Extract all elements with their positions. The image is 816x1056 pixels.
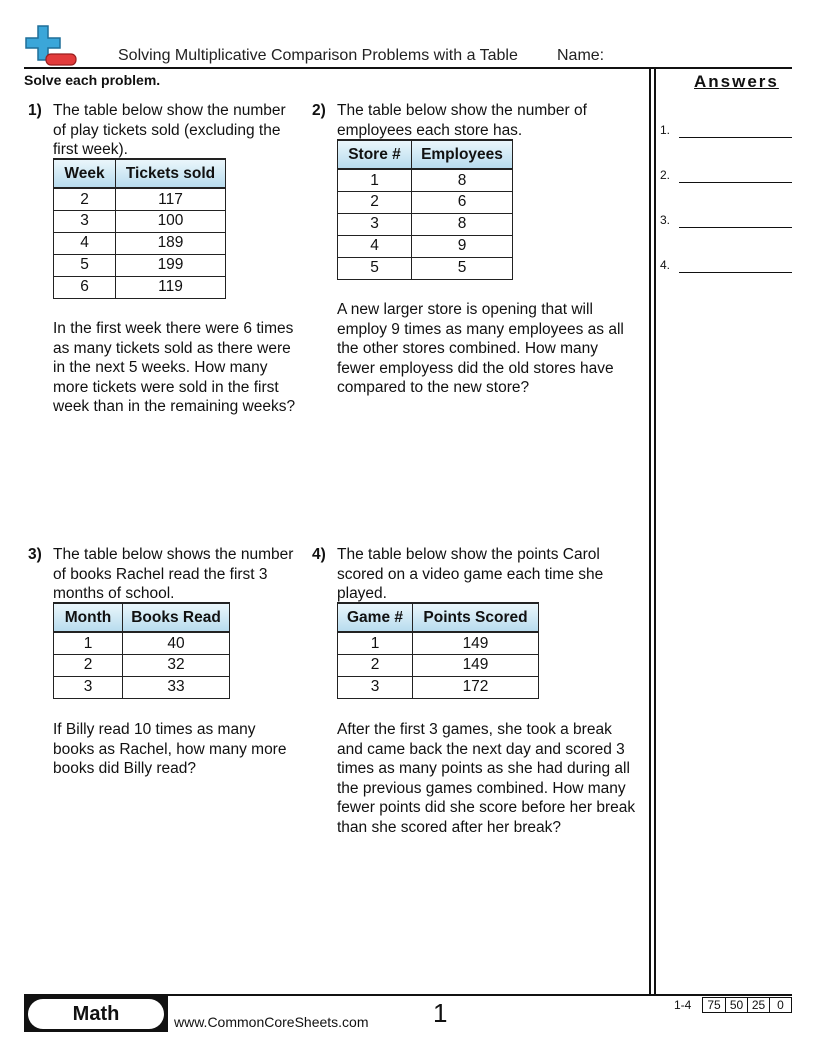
answer-item[interactable] (660, 168, 792, 188)
table-row (338, 676, 539, 698)
table-cell: 4 (338, 235, 412, 257)
data-table (53, 602, 230, 699)
table-row (54, 232, 226, 254)
table-row (338, 654, 539, 676)
table-cell: 3 (54, 676, 123, 698)
answer-number: 2. (660, 168, 671, 182)
table-row (338, 632, 539, 654)
table-cell: 189 (116, 232, 226, 254)
data-table (337, 602, 539, 699)
table-cell: 6 (412, 191, 513, 213)
problem-question: A new larger store is opening that will employ 9 times as many employees as all the other stores combined. How many fewer employess did the old stores have compared to the new store? (337, 301, 624, 396)
table-row (54, 632, 230, 654)
answer-line[interactable] (679, 137, 792, 138)
table-cell: 1 (54, 632, 123, 654)
table-cell: 3 (338, 213, 412, 235)
problem-intro: The table below show the points Carol scored on a video game each time she played. (337, 546, 604, 602)
table-row (54, 654, 230, 676)
table-cell: 2 (338, 654, 413, 676)
table-cell: 5 (338, 257, 412, 279)
problem-number: 3) (28, 546, 42, 563)
answer-item[interactable] (660, 213, 792, 233)
score-cell: 25 (747, 998, 769, 1012)
answer-number: 3. (660, 213, 671, 227)
table-cell: 117 (116, 188, 226, 210)
table-row (54, 254, 226, 276)
table-cell: 8 (412, 169, 513, 191)
table-row (54, 276, 226, 298)
table-header: Month (54, 603, 123, 632)
top-rule (24, 67, 792, 69)
table-cell: 2 (54, 188, 116, 210)
table-cell: 119 (116, 276, 226, 298)
table-cell: 32 (123, 654, 230, 676)
score-range-label: 1-4 (674, 998, 692, 1012)
table-header: Week (54, 159, 116, 188)
table-row (338, 257, 513, 279)
table-header: Books Read (123, 603, 230, 632)
problem-4 (312, 545, 648, 845)
problem-number: 4) (312, 546, 326, 563)
problem-1 (28, 101, 318, 431)
answers-title: Answers (694, 72, 779, 91)
table-cell: 3 (338, 676, 413, 698)
website-link[interactable]: www.CommonCoreSheets.com (174, 1014, 369, 1030)
answer-divider-inner (654, 67, 656, 994)
table-row (54, 210, 226, 232)
table-cell: 149 (413, 654, 539, 676)
table-cell: 5 (412, 257, 513, 279)
problem-number: 1) (28, 102, 42, 119)
problem-3 (28, 545, 318, 805)
table-cell: 2 (54, 654, 123, 676)
subject-badge (24, 996, 168, 1032)
answer-divider (649, 67, 651, 994)
plus-minus-logo-icon (24, 24, 80, 68)
table-row (338, 235, 513, 257)
table-cell: 40 (123, 632, 230, 654)
answer-item[interactable] (660, 258, 792, 278)
answer-line[interactable] (679, 227, 792, 228)
worksheet-title: Solving Multiplicative Comparison Problems with a Table (118, 47, 518, 64)
table-row (338, 213, 513, 235)
subject-label: Math (28, 999, 164, 1029)
table-cell: 9 (412, 235, 513, 257)
table-row (54, 188, 226, 210)
table-header: Tickets sold (116, 159, 226, 188)
name-label: Name: (557, 47, 605, 64)
table-cell: 100 (116, 210, 226, 232)
page-number: 1 (433, 998, 448, 1028)
table-cell: 4 (54, 232, 116, 254)
score-cell: 0 (769, 998, 791, 1012)
table-cell: 6 (54, 276, 116, 298)
problem-question: In the first week there were 6 times as many tickets sold as there were in the next 5 weeks. How many more tickets were sold in the first week than in the remaining weeks? (53, 320, 296, 415)
table-cell: 1 (338, 632, 413, 654)
problem-intro: The table below show the number of play tickets sold (excluding the first week). (53, 102, 286, 158)
score-cell: 75 (707, 998, 721, 1012)
table-cell: 149 (413, 632, 539, 654)
table-header: Store # (338, 140, 412, 169)
table-header: Employees (412, 140, 513, 169)
problem-question: If Billy read 10 times as many books as Rachel, how many more books did Billy read? (53, 721, 287, 777)
data-table (53, 158, 226, 299)
answer-line[interactable] (679, 272, 792, 273)
answer-item[interactable] (660, 123, 792, 143)
table-cell: 1 (338, 169, 412, 191)
table-cell: 172 (413, 676, 539, 698)
table-row (338, 191, 513, 213)
instructions: Solve each problem. (24, 72, 161, 88)
answer-number: 4. (660, 258, 671, 272)
score-box (702, 997, 792, 1013)
problem-intro: The table below shows the number of books Rachel read the first 3 months of school. (53, 546, 294, 602)
table-header: Points Scored (413, 603, 539, 632)
answer-line[interactable] (679, 182, 792, 183)
table-cell: 8 (412, 213, 513, 235)
problem-number: 2) (312, 102, 326, 119)
table-cell: 5 (54, 254, 116, 276)
data-table (337, 139, 513, 280)
answer-number: 1. (660, 123, 671, 137)
table-header: Game # (338, 603, 413, 632)
table-row (54, 676, 230, 698)
table-cell: 33 (123, 676, 230, 698)
problem-2 (312, 101, 647, 431)
score-cell: 50 (725, 998, 747, 1012)
table-cell: 2 (338, 191, 412, 213)
problem-question: After the first 3 games, she took a break and came back the next day and scored 3 times as many points as she had during all the previous games combined. How many fewer points did she score before her break than she scored after her break? (337, 721, 636, 836)
table-cell: 3 (54, 210, 116, 232)
table-row (338, 169, 513, 191)
problem-intro: The table below show the number of employees each store has. (337, 102, 587, 139)
table-cell: 199 (116, 254, 226, 276)
